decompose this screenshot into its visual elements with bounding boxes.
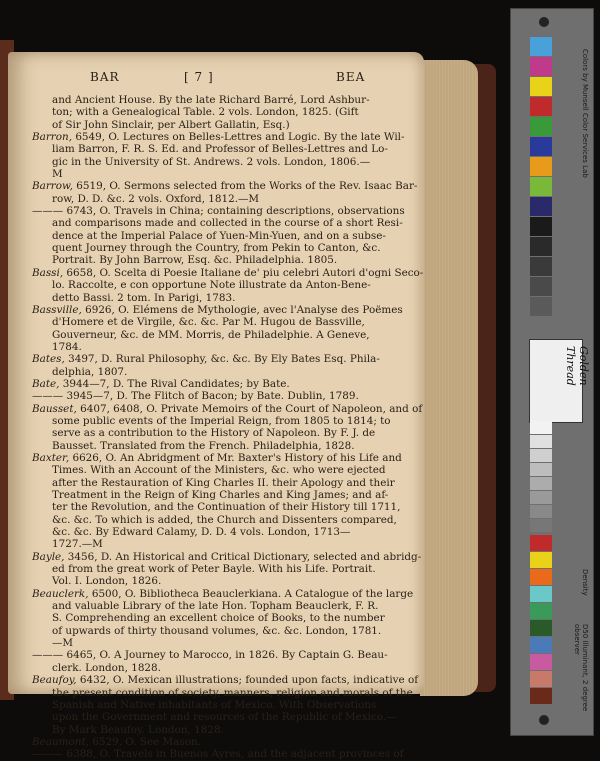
text-line [32, 119, 410, 131]
text-line [32, 415, 410, 427]
entry-text: ——— 6388, O. Travels in Buenos Ayres, and the adjacent provinces of [32, 748, 404, 761]
entry-text: serve as a contribution to the History of Napoleon. By F. J. de [52, 427, 376, 440]
color-patch [530, 688, 552, 704]
color-patch [530, 671, 552, 687]
entry-text: 6407, 6408, O. Private Memoirs of the Court of Napoleon, and of [76, 402, 423, 415]
text-line [32, 612, 410, 624]
entry-text: Treatment in the Reign of King Charles and King James; and af- [52, 489, 389, 501]
color-patch [530, 603, 552, 619]
text-line [32, 279, 410, 291]
text-line [32, 452, 410, 464]
entry-text: 6658, O. Scelta di Poesie Italiane de' piu celebri Autori d'ogni Seco- [63, 266, 424, 279]
gray-patch [530, 463, 552, 476]
entry-name: Barron, [32, 131, 73, 144]
text-line [32, 390, 410, 402]
card-label-title: Golden Thread [564, 346, 590, 386]
card-hole-bottom [539, 715, 549, 725]
text-line [32, 748, 410, 760]
text-line [32, 304, 410, 316]
text-line [32, 587, 414, 600]
text-line [32, 266, 424, 279]
entry-name: Bayle, [32, 550, 65, 563]
entry-text: liam Barron, F. R. S. Ed. and Professor of Belles-Lettres and Lo- [52, 143, 388, 156]
entry-text: quent Journey through the Country, from Pekin to Canton, &c. [52, 242, 381, 255]
entry-text: ——— 3945—7, D. The Flitch of Bacon; by Bate. Dublin, 1789. [32, 390, 359, 403]
text-line [32, 514, 410, 526]
color-patch [530, 654, 552, 670]
entry-text: Times. With an Account of the Ministers, &c. who were ejected [52, 464, 386, 477]
color-patch [530, 197, 552, 216]
text-line [32, 649, 410, 661]
catalog-entries [32, 94, 424, 761]
color-patch [530, 137, 552, 156]
color-patch [530, 620, 552, 636]
entry-text: and Ancient House. By the late Richard Barré, Lord Ashbur- [52, 94, 370, 106]
text-line [32, 341, 410, 353]
color-patch [530, 157, 552, 176]
color-patch [530, 297, 552, 316]
text-line [32, 600, 410, 612]
text-line [32, 538, 410, 550]
text-line [32, 489, 410, 501]
entry-text: M [52, 168, 63, 181]
color-patch [530, 237, 552, 256]
color-calibration-card [510, 8, 594, 736]
entry-text: 1727.—M [52, 538, 103, 551]
entry-text: 3944—7, D. The Rival Candidates; by Bate. [59, 377, 290, 390]
text-line [32, 205, 410, 217]
text-line [32, 193, 410, 205]
entry-text: and valuable Library of the late Hon. Topham Beauclerk, F. R. [52, 600, 379, 613]
text-line [32, 674, 419, 687]
entry-text: —M [52, 637, 74, 650]
entry-name: Bausset, [32, 402, 77, 415]
entry-text: Bausset. Translated from the French. Philadelphia, 1828. [52, 439, 355, 452]
entry-text: &c. &c. To which is added, the Church and Dissenters compared, [52, 513, 397, 526]
entry-name: Bassville, [32, 303, 82, 316]
color-patch [530, 117, 552, 136]
gray-patch [530, 491, 552, 504]
text-line [32, 353, 410, 365]
color-patch [530, 586, 552, 602]
color-patch [530, 97, 552, 116]
text-line [32, 526, 410, 538]
text-line [32, 156, 410, 168]
entry-text: 3456, D. An Historical and Critical Dictionary, selected and abridg- [64, 550, 422, 563]
text-line [32, 550, 422, 563]
entry-text: 3497, D. Rural Philosophy, &c. &c. By Ely Bates Esq. Phila- [64, 353, 380, 366]
color-patch [530, 277, 552, 296]
text-line [32, 440, 410, 452]
page-edges [420, 60, 478, 696]
gray-patch [530, 435, 552, 448]
text-line [32, 427, 410, 439]
text-line [32, 329, 410, 341]
density-label: Density [581, 569, 589, 596]
entry-text: 6626, O. An Abridgment of Mr. Baxter's History of his Life and [69, 451, 402, 464]
text-line [32, 316, 410, 328]
entry-text: Vol. I. London, 1826. [52, 575, 162, 588]
entry-text: 6529, O. See Mason. [88, 735, 201, 748]
entry-text: ed from the great work of Peter Bayle. With his Life. Portrait. [52, 563, 376, 576]
color-patch [530, 57, 552, 76]
entry-text: ton; with a Genealogical Table. 2 vols. London, 1825. (Gift [52, 106, 359, 119]
card-label [529, 339, 590, 423]
color-patch [530, 257, 552, 276]
color-patch [530, 77, 552, 96]
entry-text: and comparisons made and collected in the course of a short Resi- [52, 217, 403, 230]
text-line [32, 180, 418, 193]
entry-text: upon the Government and resources of the Republic of Mexico.— [52, 711, 397, 724]
entry-text: row, D. D. &c. 2 vols. Oxford, 1812.—M [52, 192, 260, 205]
entry-text: ter the Revolution, and the Continuation of their History till 1711, [52, 501, 401, 514]
entry-name: Bate, [32, 377, 60, 390]
entry-text: 6549, O. Lectures on Belles-Lettres and Logic. By the late Wil- [72, 131, 405, 144]
entry-text: d'Homere et de Virgile, &c. &c. Par M. Hugou de Bassville, [52, 316, 365, 329]
entry-text: some public events of the Imperial Reign, from 1805 to 1814; to [52, 414, 391, 427]
book-page [8, 52, 424, 761]
text-line [32, 637, 410, 649]
entry-text: ——— 6743, O. Travels in China; containing descriptions, observations [32, 205, 405, 218]
header-left: BAR [90, 70, 120, 84]
text-line [32, 217, 410, 229]
entry-text: 6432, O. Mexican illustrations; founded upon facts, indicative of [76, 674, 419, 687]
entry-text: of Sir John Sinclair, per Albert Gallatin, Esq.) [52, 118, 290, 131]
text-line [32, 464, 410, 476]
text-line [32, 402, 423, 415]
color-patch [530, 177, 552, 196]
entry-text: delphia, 1807. [52, 365, 128, 378]
entry-text: lo. Raccolte, e con opportune Note illustrate da Anton-Bene- [52, 279, 371, 292]
card-hole-top [539, 17, 549, 27]
header-right: BEA [336, 70, 366, 84]
text-line [32, 711, 410, 723]
gray-patch [530, 519, 552, 532]
entry-text: after the Restauration of King Charles II. their Apology and their [52, 476, 395, 489]
entry-name: Bassi, [32, 266, 64, 279]
page-number: [ 7 ] [184, 70, 214, 84]
text-line [32, 106, 410, 118]
color-patch [530, 37, 552, 56]
card-bottom-text: D50 Illuminant, 2 degree observer [573, 624, 589, 712]
color-patch [530, 217, 552, 236]
entry-text: Portrait. By John Barrow, Esq. &c. Philadelphia. 1805. [52, 254, 338, 267]
entry-name: Beauclerk, [32, 587, 89, 600]
text-line [32, 563, 410, 575]
text-line [32, 168, 410, 180]
text-line [32, 501, 410, 513]
entry-text: dence at the Imperial Palace of Yuen-Min-Yuen, and on a subse- [52, 229, 386, 242]
entry-text: 6500, O. Bibliotheca Beauclerkiana. A Catalogue of the large [88, 587, 414, 600]
entry-text: the present condition of society, manners, religion and morals of the [52, 686, 413, 699]
entry-name: Beaufoy, [32, 674, 77, 687]
text-line [32, 724, 410, 736]
entry-text: detto Bassi. 2 tom. In Parigi, 1783. [52, 291, 236, 304]
text-line [32, 366, 410, 378]
text-line [32, 662, 410, 674]
entry-name: Bates, [32, 353, 65, 366]
text-line [32, 131, 410, 143]
text-line [32, 242, 410, 254]
entry-text: Gouverneur, &c. de MM. Morris, de Philadelphie. A Geneve, [52, 328, 370, 341]
entry-text: &c. &c. By Edward Calamy, D. D. 4 vols. London, 1713— [52, 526, 351, 539]
color-patch [530, 535, 552, 551]
entry-text: 1784. [52, 340, 82, 353]
text-line [32, 254, 410, 266]
entry-text: 6926, O. Elémens de Mythologie, avec l'Analyse des Poëmes [81, 303, 403, 316]
text-line [32, 686, 413, 699]
gray-patch [530, 505, 552, 518]
text-line [32, 625, 410, 637]
entry-text: clerk. London, 1828. [52, 661, 161, 674]
text-line [32, 292, 410, 304]
entry-name: Beaumont, [32, 735, 89, 748]
color-patch [530, 637, 552, 653]
entry-text: ——— 6465, O. A Journey to Marocco, in 1826. By Captain G. Beau- [32, 649, 388, 662]
gray-patch [530, 449, 552, 462]
gray-patch [530, 421, 552, 434]
entry-text: Spanish and Native inhabitants of Mexico. With Observations [52, 698, 377, 711]
gray-patch [530, 477, 552, 490]
text-line [32, 575, 410, 587]
text-line [32, 477, 410, 489]
card-top-text: Colors by Munsell Color Services Lab [581, 49, 589, 178]
entry-text: 6519, O. Sermons selected from the Works of the Rev. Isaac Bar- [72, 180, 418, 193]
text-line [32, 143, 410, 155]
text-line [32, 378, 410, 390]
color-patch [530, 552, 552, 568]
text-line [32, 736, 410, 748]
entry-text: By Mark Beaufoy. London, 1828. [52, 723, 224, 736]
text-line [32, 699, 410, 711]
entry-name: Baxter, [32, 451, 70, 464]
entry-text: gic in the University of St. Andrews. 2 vols. London, 1806.— [52, 155, 371, 168]
entry-name: Barrow, [32, 180, 73, 193]
text-line [32, 94, 410, 106]
text-line [32, 230, 410, 242]
entry-text: S. Comprehending an excellent choice of Books, to the number [52, 612, 385, 625]
color-patch [530, 569, 552, 585]
entry-text: of upwards of thirty thousand volumes, &c. &c. London, 1781. [52, 624, 382, 637]
